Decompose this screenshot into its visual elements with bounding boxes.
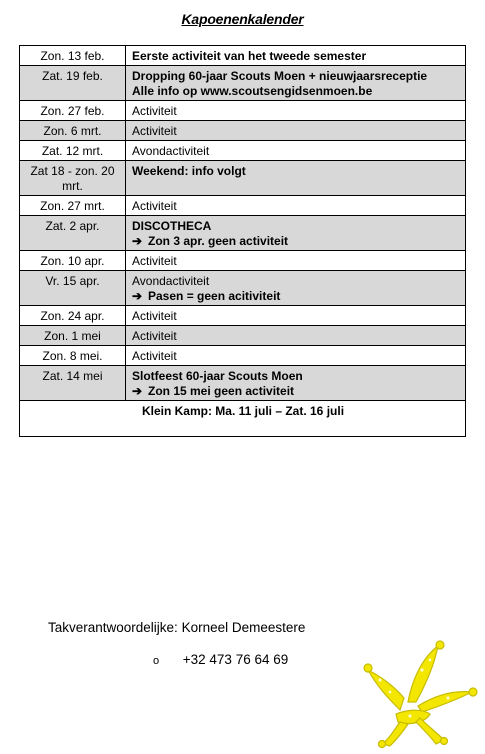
row-activity	[126, 326, 466, 346]
activity-line	[132, 199, 460, 214]
row-activity	[126, 46, 466, 66]
activity-line	[132, 69, 460, 84]
row-date: Zon. 13 feb.	[20, 46, 126, 66]
row-activity	[126, 346, 466, 366]
bullet-icon: o	[153, 655, 160, 667]
activity-text: Zon 3 apr. geen activiteit	[148, 234, 289, 248]
row-date: Zon. 10 apr.	[20, 251, 126, 271]
row-date: Vr. 15 apr.	[20, 271, 126, 306]
table-row	[20, 121, 466, 141]
row-date: Zon. 1 mei	[20, 326, 126, 346]
phone-number: +32 473 76 64 69	[182, 652, 289, 667]
row-date: Zon. 24 apr.	[20, 306, 126, 326]
table-row	[20, 326, 466, 346]
table-row	[20, 306, 466, 326]
activity-text: Alle info op www.scoutsengidsenmoen.be	[132, 84, 373, 98]
activity-line	[132, 219, 460, 234]
activity-text: Activiteit	[132, 309, 177, 323]
camp-note: Klein Kamp: Ma. 11 juli – Zat. 16 juli	[20, 401, 466, 437]
row-date: Zon. 27 mrt.	[20, 196, 126, 216]
activity-line	[132, 384, 460, 399]
activity-line	[132, 124, 460, 139]
activity-line	[132, 254, 460, 269]
row-activity	[126, 121, 466, 141]
activity-text: Weekend: info volgt	[132, 164, 246, 178]
activity-line	[132, 369, 460, 384]
row-date: Zat 18 - zon. 20 mrt.	[20, 161, 126, 196]
row-date: Zat. 2 apr.	[20, 216, 126, 251]
row-date: Zat. 19 feb.	[20, 66, 126, 101]
row-activity	[126, 196, 466, 216]
activity-line	[132, 104, 460, 119]
activity-text: Eerste activiteit van het tweede semester	[132, 49, 367, 63]
table-row	[20, 196, 466, 216]
activity-text: Activiteit	[132, 349, 177, 363]
activity-text: Activiteit	[132, 124, 177, 138]
responsible-person: Takverantwoordelijke: Korneel Demeestere	[48, 620, 306, 635]
row-activity	[126, 271, 466, 306]
activity-text: Activiteit	[132, 254, 177, 268]
row-activity	[126, 161, 466, 196]
activity-text: Activiteit	[132, 329, 177, 343]
activity-text: Activiteit	[132, 199, 177, 213]
activity-line	[132, 329, 460, 344]
table-row	[20, 346, 466, 366]
activity-line	[132, 144, 460, 159]
activity-line	[132, 289, 460, 304]
row-activity	[126, 216, 466, 251]
table-row	[20, 161, 466, 196]
row-date: Zon. 27 feb.	[20, 101, 126, 121]
activity-text: Zon 15 mei geen activiteit	[148, 384, 295, 398]
page-title: Kapoenenkalender	[181, 11, 304, 27]
row-activity	[126, 251, 466, 271]
activity-text: DISCOTHECA	[132, 219, 212, 233]
activity-text: Pasen = geen acitiviteit	[148, 289, 281, 303]
table-row	[20, 66, 466, 101]
row-activity	[126, 141, 466, 161]
row-date: Zon. 8 mei.	[20, 346, 126, 366]
footer-row	[20, 401, 466, 437]
row-activity	[126, 101, 466, 121]
row-activity	[126, 66, 466, 101]
activity-text: Slotfeest 60-jaar Scouts Moen	[132, 369, 303, 383]
activity-line	[132, 274, 460, 289]
arrow-right-icon: ➔	[132, 234, 143, 248]
row-activity	[126, 306, 466, 326]
activity-line	[132, 309, 460, 324]
calendar-table	[19, 45, 466, 437]
jester-hat-icon	[360, 640, 478, 750]
arrow-right-icon: ➔	[132, 384, 143, 398]
activity-line	[132, 164, 460, 179]
table-row	[20, 366, 466, 401]
arrow-right-icon: ➔	[132, 289, 143, 303]
table-row	[20, 46, 466, 66]
phone-row	[153, 652, 288, 667]
activity-line	[132, 349, 460, 364]
row-date: Zat. 12 mrt.	[20, 141, 126, 161]
row-date: Zon. 6 mrt.	[20, 121, 126, 141]
row-activity	[126, 366, 466, 401]
activity-line	[132, 49, 460, 64]
table-row	[20, 101, 466, 121]
activity-text: Avondactiviteit	[132, 274, 210, 288]
table-row	[20, 251, 466, 271]
table-row	[20, 271, 466, 306]
activity-text: Activiteit	[132, 104, 177, 118]
table-row	[20, 141, 466, 161]
table-row	[20, 216, 466, 251]
activity-line	[132, 234, 460, 249]
activity-text: Avondactiviteit	[132, 144, 210, 158]
activity-line	[132, 84, 460, 99]
activity-text: Dropping 60-jaar Scouts Moen + nieuwjaarsreceptie	[132, 69, 428, 83]
row-date: Zat. 14 mei	[20, 366, 126, 401]
